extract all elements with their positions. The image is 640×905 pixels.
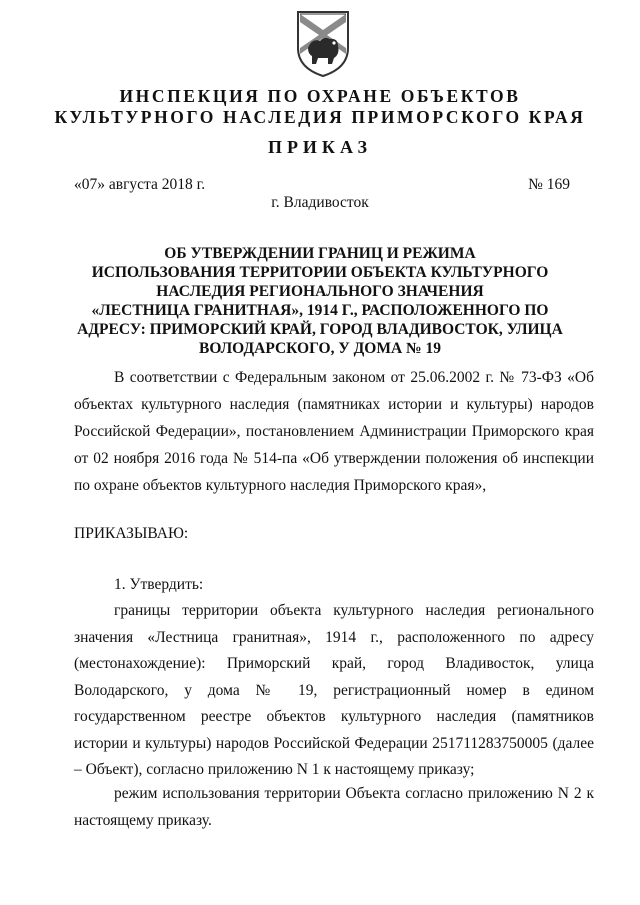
legal-basis-paragraph: В соответствии с Федеральным законом от 25.06.2002 г. № 73-ФЗ «Об объектах культурного наследия (памятниках истории и культуры) народов Российской Федерации», постановлением Администрации Приморского края от 02 ноября 2016 года № 514-па «Об утверждении положения об инспекции по охране объектов культурного наследия Приморского края»,: [74, 369, 594, 494]
order-city: г. Владивосток: [271, 194, 369, 211]
document-type: ПРИКАЗ: [267, 137, 373, 157]
heading-line: «ЛЕСТНИЦА ГРАНИТНАЯ», 1914 Г., РАСПОЛОЖЕННОГО ПО: [91, 302, 549, 319]
heading-line: ОБ УТВЕРЖДЕНИИ ГРАНИЦ И РЕЖИМА: [164, 245, 476, 262]
order-heading: [70, 244, 570, 358]
heading-line: ИСПОЛЬЗОВАНИЯ ТЕРРИТОРИИ ОБЪЕКТА КУЛЬТУРНОГО: [91, 264, 549, 281]
heading-line: ВОЛОДАРСКОГО, У ДОМА № 19: [199, 340, 441, 357]
org-name-line-2: КУЛЬТУРНОГО НАСЛЕДИЯ ПРИМОРСКОГО КРАЯ: [54, 107, 586, 127]
decree-word: ПРИКАЗЫВАЮ:: [74, 525, 189, 542]
boundaries-paragraph: границы территории объекта культурного наследия регионального значения «Лестница гранитная», 1914 г., расположенного по адресу (местонахождение): Приморский край, город Владивосток, улица Володарского, у дома № 19, регистрационный номер в едином государственном реестре объектов культурного наследия (памятников истории и культуры) народов Российской Федерации 251711283750005 (далее – Объект), согласно приложению N 1 к настоящему приказу;: [74, 602, 594, 778]
heading-line: АДРЕСУ: ПРИМОРСКИЙ КРАЙ, ГОРОД ВЛАДИВОСТОК, УЛИЦА: [77, 321, 563, 338]
coat-of-arms-icon: [294, 8, 352, 78]
item-1-heading: 1. Утвердить:: [114, 576, 204, 593]
regime-paragraph: режим использования территории Объекта согласно приложению N 2 к настоящему приказу.: [74, 785, 594, 829]
order-number: № 169: [528, 176, 570, 193]
org-name-line-1: ИНСПЕКЦИЯ ПО ОХРАНЕ ОБЪЕКТОВ: [119, 86, 521, 106]
heading-line: НАСЛЕДИЯ РЕГИОНАЛЬНОГО ЗНАЧЕНИЯ: [156, 283, 484, 300]
order-date: «07» августа 2018 г.: [74, 176, 206, 193]
